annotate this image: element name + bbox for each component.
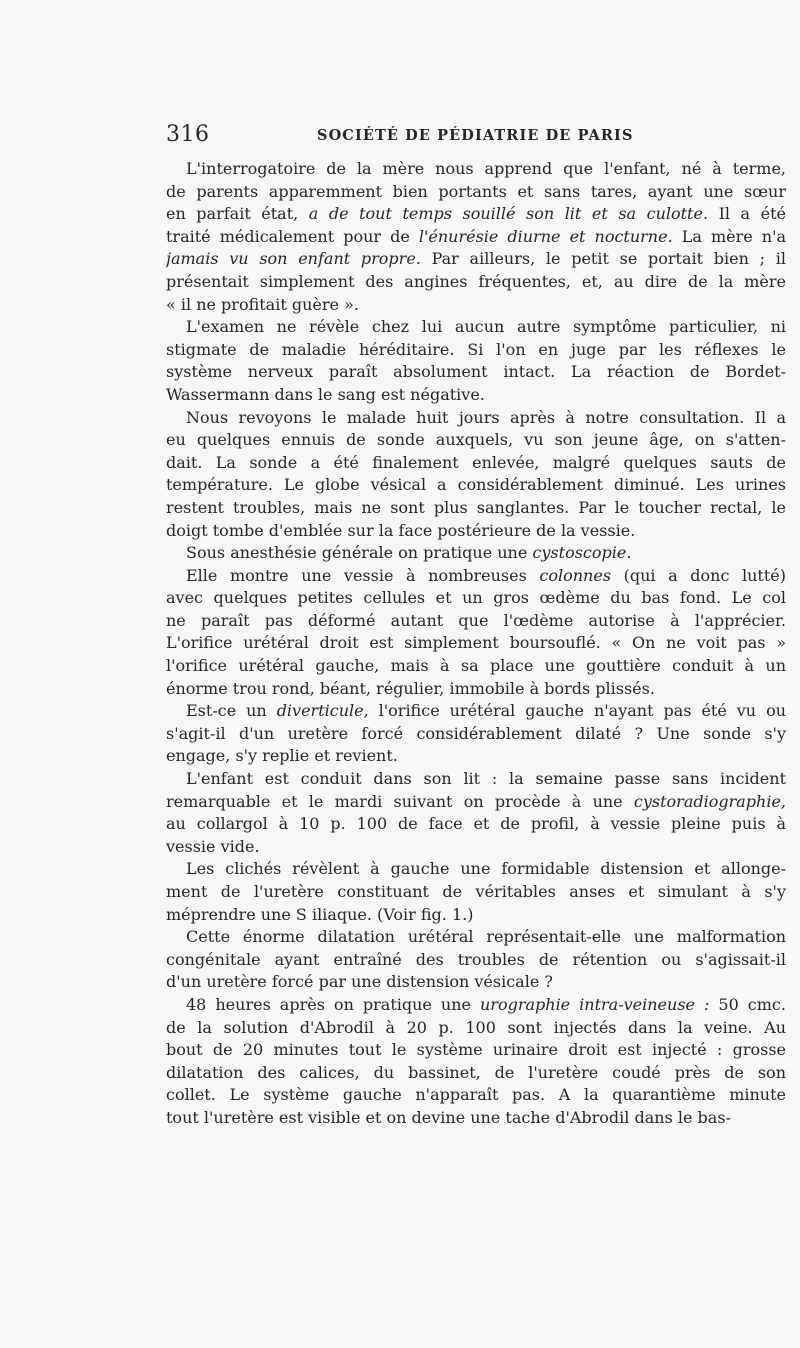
paragraph bbox=[166, 858, 786, 926]
text-line bbox=[166, 542, 786, 565]
text-segment: La mère n'a bbox=[672, 226, 786, 246]
italic-segment: colonnes bbox=[539, 565, 612, 585]
text-segment: l'orifice urétéral gauche, mais à sa place une gouttière conduit à un bbox=[166, 656, 786, 676]
text-line bbox=[166, 474, 786, 497]
text-line bbox=[166, 271, 786, 294]
text-segment: Cette énorme dilatation urétéral représentait-elle une malformation bbox=[186, 927, 786, 947]
text-line bbox=[166, 678, 786, 701]
text-line bbox=[166, 858, 786, 881]
text-segment: Par ailleurs, le petit se portait bien ; il bbox=[420, 249, 786, 269]
text-segment: tout l'uretère est visible et on devine une tache d'Abrodil dans le bas- bbox=[166, 1107, 731, 1127]
text-line bbox=[166, 632, 786, 655]
text-line bbox=[166, 949, 786, 972]
italic-segment: cystoradiographie, bbox=[633, 791, 786, 811]
paragraph bbox=[166, 700, 786, 768]
text-line bbox=[166, 429, 786, 452]
text-segment: de parents apparemment bien portants et sans tares, ayant une sœur bbox=[166, 181, 786, 201]
text-segment: 50 cmc. bbox=[709, 994, 786, 1014]
text-line bbox=[166, 587, 786, 610]
italic-segment: jamais vu son enfant propre. bbox=[166, 249, 421, 269]
text-line bbox=[166, 565, 786, 588]
text-segment: L'orifice urétéral droit est simplement boursouflé. « On ne voit pas » bbox=[166, 633, 786, 653]
text-segment: Est-ce un bbox=[186, 701, 277, 721]
text-line bbox=[166, 1039, 786, 1062]
text-line bbox=[166, 203, 786, 226]
text-segment: doigt tombe d'emblée sur la face postérieure de la vessie. bbox=[166, 520, 636, 540]
text-segment: Sous anesthésie générale on pratique une bbox=[186, 543, 533, 563]
text-line bbox=[166, 339, 786, 362]
text-line bbox=[166, 181, 786, 204]
text-segment: Elle montre une vessie à nombreuses bbox=[186, 565, 540, 585]
paragraph bbox=[166, 994, 786, 1130]
text-segment: bout de 20 minutes tout le système urinaire droit est injecté : grosse bbox=[166, 1040, 786, 1060]
text-line bbox=[166, 294, 786, 317]
text-segment: congénitale ayant entraîné des troubles de rétention ou s'agissait-il bbox=[166, 949, 786, 969]
text-line bbox=[166, 1084, 786, 1107]
paragraph bbox=[166, 565, 786, 701]
text-segment: remarquable et le mardi suivant on procède à une bbox=[166, 791, 634, 811]
text-segment: méprendre une S iliaque. (Voir fig. 1.) bbox=[166, 904, 474, 924]
text-segment: L'examen ne révèle chez lui aucun autre symptôme particulier, ni bbox=[186, 317, 786, 337]
text-line bbox=[166, 316, 786, 339]
text-segment: L'enfant est conduit dans son lit : la semaine passe sans incident bbox=[186, 769, 786, 789]
text-segment: L'interrogatoire de la mère nous apprend que l'enfant, né à terme, bbox=[186, 159, 786, 178]
text-line bbox=[166, 881, 786, 904]
text-line bbox=[166, 226, 786, 249]
text-line bbox=[166, 768, 786, 791]
page-header bbox=[166, 120, 786, 152]
text-segment: dilatation des calices, du bassinet, de l'uretère coudé près de son bbox=[166, 1062, 786, 1082]
italic-segment: a de tout temps souillé son lit et sa culotte. bbox=[308, 204, 709, 224]
text-segment: collet. Le système gauche n'apparaît pas. A la quarantième minute bbox=[166, 1085, 786, 1105]
text-line bbox=[166, 384, 786, 407]
text-segment: de la solution d'Abrodil à 20 p. 100 sont injectés dans la veine. Au bbox=[166, 1017, 786, 1037]
text-segment: eu quelques ennuis de sonde auxquels, vu son jeune âge, on s'atten- bbox=[166, 430, 786, 450]
text-line bbox=[166, 1062, 786, 1085]
text-line bbox=[166, 700, 786, 723]
running-title: SOCIÉTÉ DE PÉDIATRIE DE PARIS bbox=[317, 127, 634, 144]
paragraph bbox=[166, 407, 786, 543]
text-segment: Nous revoyons le malade huit jours après à notre consultation. Il a bbox=[186, 407, 786, 427]
text-segment: « il ne profitait guère ». bbox=[166, 294, 359, 314]
body-text bbox=[166, 158, 786, 1130]
text-segment: dait. La sonde a été finalement enlevée, malgré quelques sauts de bbox=[166, 452, 786, 472]
text-segment: stigmate de maladie héréditaire. Si l'on en juge par les réflexes le bbox=[166, 339, 786, 359]
paragraph bbox=[166, 542, 786, 565]
text-line bbox=[166, 1017, 786, 1040]
text-line bbox=[166, 520, 786, 543]
text-segment: restent troubles, mais ne sont plus sanglantes. Par le toucher rectal, le bbox=[166, 497, 786, 517]
paragraph bbox=[166, 768, 786, 858]
text-segment: Les clichés révèlent à gauche une formidable distension et allonge- bbox=[186, 859, 786, 879]
text-segment: température. Le globe vésical a considérablement diminué. Les urines bbox=[166, 475, 786, 495]
text-line bbox=[166, 791, 786, 814]
text-segment: ne paraît pas déformé autant que l'œdème autorise à l'apprécier. bbox=[166, 610, 786, 630]
text-line bbox=[166, 610, 786, 633]
text-segment: ment de l'uretère constituant de véritables anses et simulant à s'y bbox=[166, 882, 786, 901]
italic-segment: urographie intra-veineuse : bbox=[480, 994, 710, 1014]
text-line bbox=[166, 904, 786, 927]
text-segment: système nerveux paraît absolument intact. La réaction de Bordet- bbox=[166, 362, 786, 382]
text-segment: vessie vide. bbox=[166, 836, 260, 856]
text-line bbox=[166, 361, 786, 384]
paragraph bbox=[166, 158, 786, 316]
text-segment: traité médicalement pour de bbox=[166, 226, 419, 246]
text-segment: en parfait état, bbox=[166, 204, 309, 224]
text-line bbox=[166, 994, 786, 1017]
text-segment: Il a été bbox=[708, 204, 786, 224]
text-line bbox=[166, 813, 786, 836]
text-line bbox=[166, 745, 786, 768]
italic-segment: diverticule, bbox=[276, 701, 369, 721]
text-line bbox=[166, 497, 786, 520]
text-segment: s'agit-il d'un uretère forcé considérablement dilaté ? Une sonde s'y bbox=[166, 723, 786, 743]
paragraph bbox=[166, 926, 786, 994]
text-line bbox=[166, 452, 786, 475]
text-line bbox=[166, 926, 786, 949]
text-line bbox=[166, 836, 786, 859]
italic-segment: cystoscopie. bbox=[532, 543, 632, 563]
text-line bbox=[166, 971, 786, 994]
text-line bbox=[166, 158, 786, 181]
text-segment: l'orifice urétéral gauche n'ayant pas été vu ou bbox=[368, 701, 786, 721]
text-segment: Wassermann dans le sang est négative. bbox=[166, 384, 485, 404]
paragraph bbox=[166, 316, 786, 406]
page-number: 316 bbox=[166, 122, 210, 147]
text-line bbox=[166, 1107, 786, 1130]
text-line bbox=[166, 248, 786, 271]
text-segment: énorme trou rond, béant, régulier, immobile à bords plissés. bbox=[166, 678, 655, 698]
text-segment: avec quelques petites cellules et un gros œdème du bas fond. Le col bbox=[166, 588, 786, 608]
text-line bbox=[166, 655, 786, 678]
text-segment: au collargol à 10 p. 100 de face et de profil, à vessie pleine puis à bbox=[166, 814, 786, 834]
text-segment: engage, s'y replie et revient. bbox=[166, 746, 398, 766]
text-segment: (qui a donc lutté) bbox=[611, 565, 786, 585]
text-line bbox=[166, 407, 786, 430]
text-segment: d'un uretère forcé par une distension vésicale ? bbox=[166, 972, 553, 992]
text-segment: présentait simplement des angines fréquentes, et, au dire de la mère bbox=[166, 271, 786, 291]
text-line bbox=[166, 723, 786, 746]
italic-segment: l'énurésie diurne et nocturne. bbox=[418, 226, 673, 246]
text-segment: 48 heures après on pratique une bbox=[186, 994, 480, 1014]
